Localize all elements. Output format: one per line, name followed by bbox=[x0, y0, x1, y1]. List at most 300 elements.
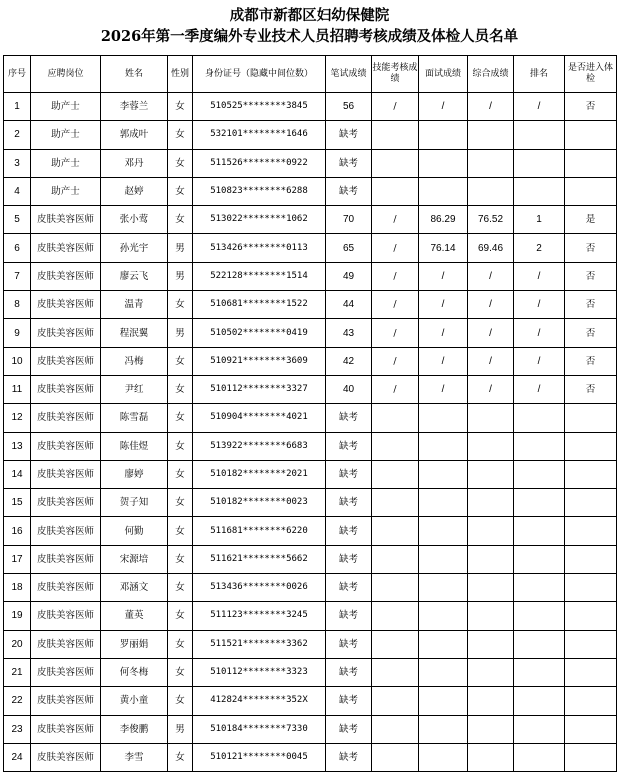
cell-interview-score: 86.29 bbox=[419, 206, 468, 234]
results-table bbox=[3, 55, 617, 772]
cell-id-number: 513426********0113 bbox=[193, 234, 326, 262]
cell-medical-exam bbox=[565, 432, 617, 460]
cell-name: 温青 bbox=[101, 291, 168, 319]
cell-rank bbox=[514, 149, 565, 177]
cell-name: 张小莺 bbox=[101, 206, 168, 234]
table-row bbox=[4, 177, 617, 205]
cell-skill-score: / bbox=[372, 262, 419, 290]
cell-interview-score bbox=[419, 602, 468, 630]
cell-medical-exam: 否 bbox=[565, 93, 617, 121]
cell-id-number: 510182********2021 bbox=[193, 460, 326, 488]
cell-total-score bbox=[468, 121, 514, 149]
cell-position: 皮肤美容医师 bbox=[31, 291, 101, 319]
cell-rank: / bbox=[514, 93, 565, 121]
cell-skill-score bbox=[372, 460, 419, 488]
cell-medical-exam bbox=[565, 177, 617, 205]
cell-gender: 女 bbox=[168, 545, 193, 573]
header-interview-score: 面试成绩 bbox=[419, 56, 468, 93]
header-written-score: 笔试成绩 bbox=[326, 56, 372, 93]
cell-rank bbox=[514, 602, 565, 630]
table-row bbox=[4, 93, 617, 121]
cell-position: 皮肤美容医师 bbox=[31, 658, 101, 686]
cell-gender: 女 bbox=[168, 291, 193, 319]
cell-id-number: 511123********3245 bbox=[193, 602, 326, 630]
cell-medical-exam bbox=[565, 658, 617, 686]
cell-interview-score bbox=[419, 574, 468, 602]
cell-index: 1 bbox=[4, 93, 31, 121]
cell-interview-score bbox=[419, 658, 468, 686]
cell-interview-score bbox=[419, 404, 468, 432]
cell-position: 皮肤美容医师 bbox=[31, 262, 101, 290]
cell-name: 邓丹 bbox=[101, 149, 168, 177]
cell-rank: / bbox=[514, 291, 565, 319]
cell-medical-exam bbox=[565, 489, 617, 517]
cell-position: 皮肤美容医师 bbox=[31, 687, 101, 715]
cell-index: 9 bbox=[4, 319, 31, 347]
cell-gender: 男 bbox=[168, 715, 193, 743]
header-id-number: 身份证号（隐藏中间位数） bbox=[193, 56, 326, 93]
cell-rank bbox=[514, 715, 565, 743]
cell-index: 20 bbox=[4, 630, 31, 658]
cell-rank bbox=[514, 574, 565, 602]
cell-total-score bbox=[468, 687, 514, 715]
cell-medical-exam: 否 bbox=[565, 375, 617, 403]
cell-position: 皮肤美容医师 bbox=[31, 206, 101, 234]
cell-interview-score bbox=[419, 630, 468, 658]
cell-index: 6 bbox=[4, 234, 31, 262]
cell-skill-score: / bbox=[372, 93, 419, 121]
cell-written-score: 缺考 bbox=[326, 517, 372, 545]
cell-gender: 女 bbox=[168, 630, 193, 658]
cell-id-number: 513436********0026 bbox=[193, 574, 326, 602]
cell-index: 24 bbox=[4, 743, 31, 771]
cell-rank: / bbox=[514, 347, 565, 375]
cell-index: 2 bbox=[4, 121, 31, 149]
table-row bbox=[4, 291, 617, 319]
cell-skill-score: / bbox=[372, 319, 419, 347]
cell-total-score: / bbox=[468, 291, 514, 319]
cell-id-number: 510121********0045 bbox=[193, 743, 326, 771]
cell-id-number: 513022********1062 bbox=[193, 206, 326, 234]
table-row bbox=[4, 517, 617, 545]
cell-medical-exam: 否 bbox=[565, 291, 617, 319]
cell-medical-exam: 否 bbox=[565, 234, 617, 262]
header-position: 应聘岗位 bbox=[31, 56, 101, 93]
cell-skill-score bbox=[372, 630, 419, 658]
cell-name: 廖婷 bbox=[101, 460, 168, 488]
cell-skill-score bbox=[372, 574, 419, 602]
cell-medical-exam bbox=[565, 121, 617, 149]
cell-skill-score bbox=[372, 177, 419, 205]
cell-interview-score bbox=[419, 545, 468, 573]
header-total-score: 综合成绩 bbox=[468, 56, 514, 93]
cell-skill-score: / bbox=[372, 291, 419, 319]
cell-index: 12 bbox=[4, 404, 31, 432]
table-body bbox=[4, 93, 617, 772]
cell-gender: 女 bbox=[168, 489, 193, 517]
cell-name: 尹红 bbox=[101, 375, 168, 403]
cell-name: 何冬梅 bbox=[101, 658, 168, 686]
cell-skill-score bbox=[372, 602, 419, 630]
cell-name: 贺子知 bbox=[101, 489, 168, 517]
cell-interview-score bbox=[419, 687, 468, 715]
cell-gender: 女 bbox=[168, 658, 193, 686]
cell-written-score: 缺考 bbox=[326, 460, 372, 488]
cell-name: 邓涵文 bbox=[101, 574, 168, 602]
cell-skill-score bbox=[372, 687, 419, 715]
cell-rank bbox=[514, 177, 565, 205]
cell-gender: 男 bbox=[168, 234, 193, 262]
cell-medical-exam: 否 bbox=[565, 347, 617, 375]
cell-skill-score bbox=[372, 404, 419, 432]
table-row bbox=[4, 630, 617, 658]
cell-skill-score bbox=[372, 715, 419, 743]
cell-id-number: 511621********5662 bbox=[193, 545, 326, 573]
cell-skill-score: / bbox=[372, 375, 419, 403]
cell-id-number: 510184********7330 bbox=[193, 715, 326, 743]
cell-interview-score bbox=[419, 715, 468, 743]
cell-total-score bbox=[468, 743, 514, 771]
cell-gender: 男 bbox=[168, 262, 193, 290]
cell-written-score: 缺考 bbox=[326, 121, 372, 149]
header-medical-exam: 是否进入体检 bbox=[565, 56, 617, 93]
cell-position: 助产士 bbox=[31, 121, 101, 149]
cell-written-score: 缺考 bbox=[326, 545, 372, 573]
cell-name: 黄小童 bbox=[101, 687, 168, 715]
cell-written-score: 43 bbox=[326, 319, 372, 347]
cell-written-score: 65 bbox=[326, 234, 372, 262]
cell-total-score bbox=[468, 404, 514, 432]
header-rank: 排名 bbox=[514, 56, 565, 93]
cell-name: 何勤 bbox=[101, 517, 168, 545]
table-row bbox=[4, 375, 617, 403]
cell-name: 程泯翼 bbox=[101, 319, 168, 347]
cell-interview-score: / bbox=[419, 375, 468, 403]
cell-position: 皮肤美容医师 bbox=[31, 715, 101, 743]
cell-gender: 女 bbox=[168, 375, 193, 403]
table-header-row bbox=[4, 56, 617, 93]
cell-skill-score: / bbox=[372, 206, 419, 234]
cell-rank bbox=[514, 432, 565, 460]
cell-skill-score: / bbox=[372, 347, 419, 375]
cell-id-number: 532101********1646 bbox=[193, 121, 326, 149]
cell-gender: 女 bbox=[168, 149, 193, 177]
cell-total-score bbox=[468, 545, 514, 573]
cell-skill-score bbox=[372, 432, 419, 460]
cell-skill-score bbox=[372, 489, 419, 517]
cell-medical-exam bbox=[565, 743, 617, 771]
cell-written-score: 42 bbox=[326, 347, 372, 375]
cell-skill-score bbox=[372, 658, 419, 686]
cell-total-score bbox=[468, 602, 514, 630]
cell-index: 16 bbox=[4, 517, 31, 545]
cell-rank bbox=[514, 630, 565, 658]
cell-total-score: / bbox=[468, 319, 514, 347]
cell-rank bbox=[514, 460, 565, 488]
cell-total-score bbox=[468, 149, 514, 177]
cell-medical-exam bbox=[565, 630, 617, 658]
cell-rank bbox=[514, 658, 565, 686]
cell-name: 李俊鹏 bbox=[101, 715, 168, 743]
cell-gender: 女 bbox=[168, 517, 193, 545]
cell-id-number: 510921********3609 bbox=[193, 347, 326, 375]
cell-skill-score bbox=[372, 517, 419, 545]
cell-id-number: 412824********352X bbox=[193, 687, 326, 715]
cell-written-score: 缺考 bbox=[326, 715, 372, 743]
cell-gender: 女 bbox=[168, 206, 193, 234]
cell-gender: 女 bbox=[168, 743, 193, 771]
cell-total-score: / bbox=[468, 347, 514, 375]
cell-skill-score bbox=[372, 545, 419, 573]
cell-medical-exam bbox=[565, 687, 617, 715]
cell-written-score: 40 bbox=[326, 375, 372, 403]
cell-id-number: 513922********6683 bbox=[193, 432, 326, 460]
cell-id-number: 510112********3327 bbox=[193, 375, 326, 403]
cell-position: 皮肤美容医师 bbox=[31, 602, 101, 630]
cell-gender: 女 bbox=[168, 404, 193, 432]
cell-position: 皮肤美容医师 bbox=[31, 545, 101, 573]
cell-total-score: / bbox=[468, 375, 514, 403]
cell-gender: 女 bbox=[168, 574, 193, 602]
cell-written-score: 缺考 bbox=[326, 743, 372, 771]
cell-index: 14 bbox=[4, 460, 31, 488]
cell-gender: 女 bbox=[168, 432, 193, 460]
cell-written-score: 缺考 bbox=[326, 630, 372, 658]
cell-interview-score bbox=[419, 149, 468, 177]
table-row bbox=[4, 234, 617, 262]
cell-skill-score bbox=[372, 743, 419, 771]
cell-interview-score: 76.14 bbox=[419, 234, 468, 262]
cell-index: 4 bbox=[4, 177, 31, 205]
cell-gender: 女 bbox=[168, 602, 193, 630]
cell-index: 11 bbox=[4, 375, 31, 403]
cell-index: 18 bbox=[4, 574, 31, 602]
cell-medical-exam: 否 bbox=[565, 319, 617, 347]
cell-name: 罗丽娟 bbox=[101, 630, 168, 658]
cell-medical-exam: 是 bbox=[565, 206, 617, 234]
cell-position: 助产士 bbox=[31, 93, 101, 121]
cell-rank bbox=[514, 404, 565, 432]
cell-medical-exam bbox=[565, 149, 617, 177]
cell-position: 皮肤美容医师 bbox=[31, 234, 101, 262]
cell-rank: 1 bbox=[514, 206, 565, 234]
cell-total-score bbox=[468, 432, 514, 460]
cell-position: 助产士 bbox=[31, 149, 101, 177]
cell-position: 皮肤美容医师 bbox=[31, 404, 101, 432]
cell-written-score: 56 bbox=[326, 93, 372, 121]
cell-rank bbox=[514, 121, 565, 149]
cell-written-score: 缺考 bbox=[326, 687, 372, 715]
cell-written-score: 49 bbox=[326, 262, 372, 290]
cell-medical-exam bbox=[565, 715, 617, 743]
cell-position: 皮肤美容医师 bbox=[31, 460, 101, 488]
cell-interview-score: / bbox=[419, 262, 468, 290]
cell-rank bbox=[514, 687, 565, 715]
table-row bbox=[4, 743, 617, 771]
table-row bbox=[4, 602, 617, 630]
cell-medical-exam bbox=[565, 517, 617, 545]
cell-medical-exam bbox=[565, 602, 617, 630]
table-row bbox=[4, 545, 617, 573]
cell-name: 董英 bbox=[101, 602, 168, 630]
cell-position: 助产士 bbox=[31, 177, 101, 205]
cell-id-number: 510681********1522 bbox=[193, 291, 326, 319]
document-title: 成都市新都区妇幼保健院 bbox=[229, 7, 390, 24]
cell-index: 22 bbox=[4, 687, 31, 715]
cell-written-score: 缺考 bbox=[326, 177, 372, 205]
cell-total-score bbox=[468, 489, 514, 517]
cell-position: 皮肤美容医师 bbox=[31, 489, 101, 517]
table-row bbox=[4, 460, 617, 488]
cell-position: 皮肤美容医师 bbox=[31, 375, 101, 403]
table-row bbox=[4, 149, 617, 177]
cell-gender: 女 bbox=[168, 347, 193, 375]
cell-id-number: 510525********3845 bbox=[193, 93, 326, 121]
header-gender: 性别 bbox=[168, 56, 193, 93]
cell-id-number: 510182********0023 bbox=[193, 489, 326, 517]
cell-id-number: 510112********3323 bbox=[193, 658, 326, 686]
cell-name: 孙光宇 bbox=[101, 234, 168, 262]
cell-total-score: / bbox=[468, 262, 514, 290]
cell-total-score: / bbox=[468, 93, 514, 121]
table-row bbox=[4, 432, 617, 460]
cell-total-score bbox=[468, 715, 514, 743]
cell-name: 陈雪磊 bbox=[101, 404, 168, 432]
table-row bbox=[4, 404, 617, 432]
cell-position: 皮肤美容医师 bbox=[31, 574, 101, 602]
cell-interview-score bbox=[419, 432, 468, 460]
cell-interview-score bbox=[419, 121, 468, 149]
cell-interview-score: / bbox=[419, 347, 468, 375]
cell-name: 冯梅 bbox=[101, 347, 168, 375]
cell-gender: 女 bbox=[168, 460, 193, 488]
cell-interview-score bbox=[419, 177, 468, 205]
cell-id-number: 510823********6288 bbox=[193, 177, 326, 205]
document-subtitle: 2026年第一季度编外专业技术人员招聘考核成绩及体检人员名单 bbox=[100, 28, 519, 45]
cell-written-score: 缺考 bbox=[326, 574, 372, 602]
cell-total-score bbox=[468, 177, 514, 205]
cell-interview-score: / bbox=[419, 93, 468, 121]
cell-rank bbox=[514, 517, 565, 545]
cell-name: 廖云飞 bbox=[101, 262, 168, 290]
table-row bbox=[4, 319, 617, 347]
header-index: 序号 bbox=[4, 56, 31, 93]
cell-index: 10 bbox=[4, 347, 31, 375]
header-skill-score: 技能考核成绩 bbox=[372, 56, 419, 93]
table-row bbox=[4, 347, 617, 375]
cell-index: 7 bbox=[4, 262, 31, 290]
cell-medical-exam bbox=[565, 574, 617, 602]
header-name: 姓名 bbox=[101, 56, 168, 93]
cell-id-number: 510904********4021 bbox=[193, 404, 326, 432]
cell-gender: 女 bbox=[168, 687, 193, 715]
cell-id-number: 511526********0922 bbox=[193, 149, 326, 177]
cell-interview-score bbox=[419, 517, 468, 545]
cell-name: 宋源培 bbox=[101, 545, 168, 573]
cell-total-score bbox=[468, 460, 514, 488]
cell-rank: / bbox=[514, 262, 565, 290]
cell-name: 陈佳煜 bbox=[101, 432, 168, 460]
cell-index: 21 bbox=[4, 658, 31, 686]
cell-medical-exam bbox=[565, 404, 617, 432]
cell-skill-score bbox=[372, 149, 419, 177]
cell-name: 郭成叶 bbox=[101, 121, 168, 149]
cell-written-score: 缺考 bbox=[326, 602, 372, 630]
cell-name: 李雪 bbox=[101, 743, 168, 771]
cell-position: 皮肤美容医师 bbox=[31, 347, 101, 375]
table-row bbox=[4, 206, 617, 234]
cell-id-number: 522128********1514 bbox=[193, 262, 326, 290]
cell-name: 李蓉兰 bbox=[101, 93, 168, 121]
cell-written-score: 缺考 bbox=[326, 658, 372, 686]
cell-index: 5 bbox=[4, 206, 31, 234]
cell-rank: 2 bbox=[514, 234, 565, 262]
table-row bbox=[4, 489, 617, 517]
cell-medical-exam: 否 bbox=[565, 262, 617, 290]
table-row bbox=[4, 121, 617, 149]
cell-index: 19 bbox=[4, 602, 31, 630]
cell-total-score: 69.46 bbox=[468, 234, 514, 262]
cell-name: 赵婷 bbox=[101, 177, 168, 205]
cell-index: 3 bbox=[4, 149, 31, 177]
cell-id-number: 511681********6220 bbox=[193, 517, 326, 545]
cell-position: 皮肤美容医师 bbox=[31, 319, 101, 347]
cell-interview-score: / bbox=[419, 291, 468, 319]
cell-position: 皮肤美容医师 bbox=[31, 743, 101, 771]
cell-written-score: 44 bbox=[326, 291, 372, 319]
cell-index: 13 bbox=[4, 432, 31, 460]
cell-written-score: 缺考 bbox=[326, 489, 372, 517]
table-row bbox=[4, 574, 617, 602]
cell-rank bbox=[514, 743, 565, 771]
cell-total-score: 76.52 bbox=[468, 206, 514, 234]
cell-index: 8 bbox=[4, 291, 31, 319]
cell-skill-score bbox=[372, 121, 419, 149]
cell-rank: / bbox=[514, 319, 565, 347]
cell-gender: 男 bbox=[168, 319, 193, 347]
cell-rank: / bbox=[514, 375, 565, 403]
cell-position: 皮肤美容医师 bbox=[31, 517, 101, 545]
cell-gender: 女 bbox=[168, 121, 193, 149]
cell-total-score bbox=[468, 574, 514, 602]
cell-interview-score bbox=[419, 743, 468, 771]
cell-rank bbox=[514, 489, 565, 517]
cell-index: 15 bbox=[4, 489, 31, 517]
cell-id-number: 510502********0419 bbox=[193, 319, 326, 347]
cell-interview-score bbox=[419, 460, 468, 488]
cell-id-number: 511521********3362 bbox=[193, 630, 326, 658]
cell-interview-score bbox=[419, 489, 468, 517]
cell-index: 23 bbox=[4, 715, 31, 743]
cell-gender: 女 bbox=[168, 93, 193, 121]
cell-written-score: 缺考 bbox=[326, 404, 372, 432]
cell-index: 17 bbox=[4, 545, 31, 573]
cell-written-score: 缺考 bbox=[326, 432, 372, 460]
cell-interview-score: / bbox=[419, 319, 468, 347]
cell-medical-exam bbox=[565, 460, 617, 488]
table-row bbox=[4, 715, 617, 743]
table-row bbox=[4, 687, 617, 715]
cell-total-score bbox=[468, 517, 514, 545]
cell-medical-exam bbox=[565, 545, 617, 573]
table-row bbox=[4, 262, 617, 290]
cell-total-score bbox=[468, 630, 514, 658]
cell-position: 皮肤美容医师 bbox=[31, 432, 101, 460]
cell-position: 皮肤美容医师 bbox=[31, 630, 101, 658]
table-row bbox=[4, 658, 617, 686]
cell-rank bbox=[514, 545, 565, 573]
cell-skill-score: / bbox=[372, 234, 419, 262]
